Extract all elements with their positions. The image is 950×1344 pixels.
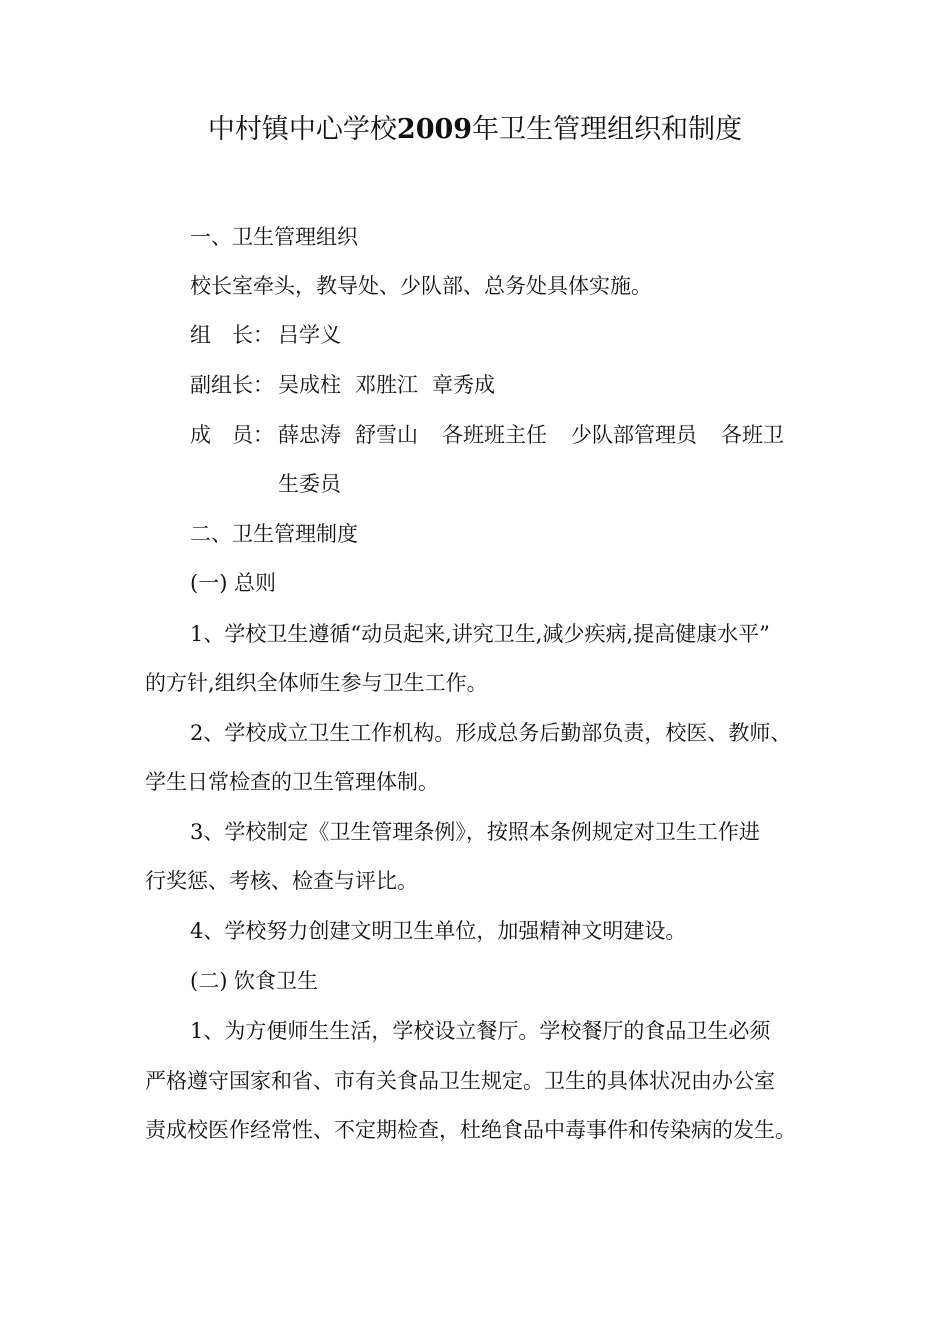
- member-item: 薛忠涛: [278, 423, 341, 447]
- title-pre: 中村镇中心学校: [207, 114, 397, 145]
- deputy-name: 章秀成: [432, 373, 495, 397]
- member-item: 各班卫: [721, 423, 784, 447]
- members-continuation: 生委员: [278, 472, 341, 496]
- title-year: 2009: [396, 114, 473, 145]
- sub1-p1-line1: 1、学校卫生遵循“动员起来,讲究卫生,减少疾病,提高健康水平”: [190, 622, 770, 646]
- deputy-label: 副组长：: [190, 373, 274, 397]
- members-label: 成 员：: [190, 423, 274, 447]
- member-item: 少队部管理员: [571, 423, 697, 447]
- sub2-p1-line3: 责成校医作经常性、不定期检查，杜绝食品中毒事件和传染病的发生。: [145, 1118, 796, 1142]
- member-item: 舒雪山: [355, 423, 418, 447]
- member-item: 各班班主任: [442, 423, 547, 447]
- section2-heading: 二、卫生管理制度: [190, 522, 358, 546]
- document-title: [0, 112, 950, 148]
- sub1-p2-line2: 学生日常检查的卫生管理体制。: [145, 770, 439, 794]
- members-line: [190, 420, 784, 450]
- sub1-p3-line1: 3、学校制定《卫生管理条例》，按照本条例规定对卫生工作进: [190, 820, 760, 844]
- sub1-p3-line2: 行奖惩、考核、检查与评比。: [145, 869, 418, 893]
- sub1-heading: (一) 总则: [190, 571, 277, 595]
- sub2-heading: (二) 饮食卫生: [190, 969, 319, 993]
- deputy-line: [190, 370, 495, 400]
- leader-line: [190, 320, 341, 350]
- leader-name: 吕学义: [278, 323, 341, 347]
- deputy-name: 吴成柱: [278, 373, 341, 397]
- deputy-name: 邓胜江: [355, 373, 418, 397]
- title-post: 年卫生管理组织和制度: [472, 114, 743, 145]
- sub1-p4-line1: 4、学校努力创建文明卫生单位，加强精神文明建设。: [190, 919, 687, 943]
- section1-heading: 一、卫生管理组织: [190, 225, 358, 249]
- sub1-p1-line2: 的方针,组织全体师生参与卫生工作。: [145, 671, 488, 695]
- sub1-p2-line1: 2、学校成立卫生工作机构。形成总务后勤部负责，校医、教师、: [190, 721, 792, 745]
- sub2-p1-line2: 严格遵守国家和省、市有关食品卫生规定。卫生的具体状况由办公室: [145, 1069, 775, 1093]
- leader-label: 组 长：: [190, 323, 274, 347]
- section1-intro: 校长室牵头，教导处、少队部、总务处具体实施。: [190, 274, 652, 298]
- sub2-p1-line1: 1、为方便师生生活，学校设立餐厅。学校餐厅的食品卫生必须: [190, 1019, 771, 1043]
